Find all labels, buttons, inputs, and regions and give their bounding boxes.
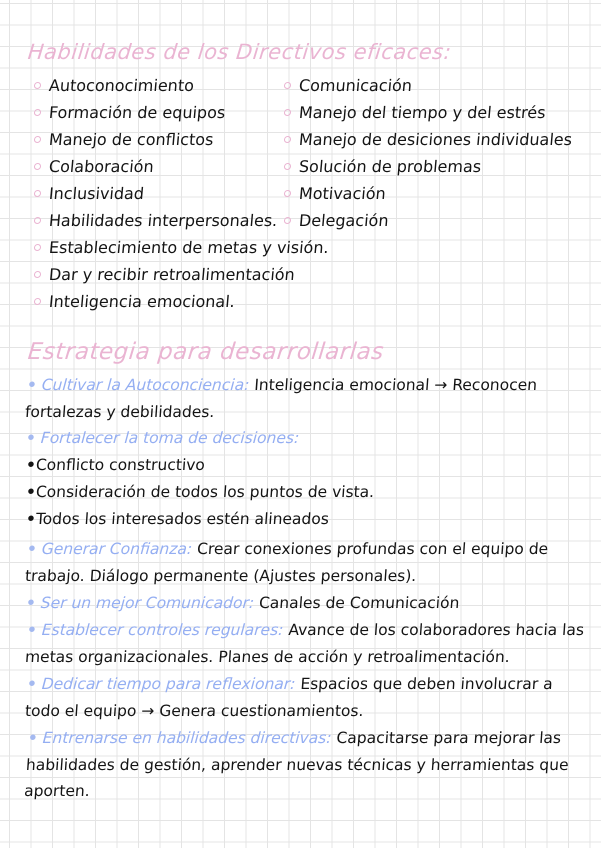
bullet-icon: [34, 298, 42, 305]
strategy-item: [24, 671, 588, 724]
skill-label: Autoconocimiento: [48, 76, 195, 95]
bullet-icon: [284, 109, 292, 116]
list-item: [33, 238, 329, 257]
strategy-text: Espacios que deben involucrar a todo el equipo → Genera cuestionamientos.: [24, 675, 554, 720]
strategy-item: [25, 479, 587, 506]
strategy-text: Avance de los colaboradores hacia las metas organizacionales. Planes de acción y retroalimentación.: [24, 621, 585, 666]
strategy-item: [24, 617, 588, 670]
bullet-icon: •: [26, 540, 38, 558]
bullet-icon: [34, 217, 42, 224]
list-item: [283, 157, 482, 176]
strategy-item: [24, 372, 588, 425]
list-item: [283, 76, 413, 95]
bullet-icon: •: [26, 675, 38, 693]
bullet-icon: •: [27, 729, 39, 747]
strategy-item: [25, 590, 587, 617]
list-item: [33, 184, 145, 203]
strategy-item: [25, 425, 587, 452]
strategy-text: Capacitarse para mejorar las habilidades de gestión, aprender nuevas técnicas y herramientas que aporten.: [23, 729, 570, 800]
bullet-icon: •: [25, 483, 37, 501]
strategy-heading: Cultivar la Autoconciencia:: [41, 376, 251, 394]
bullet-icon: [284, 217, 292, 224]
bullet-icon: •: [25, 594, 37, 612]
list-item: [33, 76, 195, 95]
strategy-item: [25, 506, 587, 533]
bullet-icon: [284, 82, 292, 89]
skill-label: Inteligencia emocional.: [48, 292, 236, 311]
list-item: [33, 130, 214, 149]
section-title-strategy: Estrategia para desarrollarlas: [26, 339, 386, 365]
skill-label: Colaboración: [48, 157, 155, 176]
strategy-text: Inteligencia emocional → Reconocen fortalezas y debilidades.: [24, 376, 538, 421]
skill-label: Habilidades interpersonales.: [48, 211, 279, 230]
strategy-heading: Generar Confianza:: [41, 540, 193, 558]
bullet-icon: [284, 136, 292, 143]
list-item: [283, 211, 389, 230]
skill-label: Delegación: [298, 211, 390, 230]
bullet-icon: [34, 190, 42, 197]
skill-label: Dar y recibir retroalimentación: [48, 265, 296, 284]
bullet-icon: •: [26, 621, 38, 639]
strategy-text: Conflicto constructivo: [35, 456, 206, 474]
strategy-item: [23, 725, 589, 805]
strategy-text: Todos los interesados estén alineados: [35, 510, 330, 528]
skill-label: Establecimiento de metas y visión.: [48, 238, 330, 257]
bullet-icon: [34, 136, 42, 143]
section-title-skills: Habilidades de los Directivos eficaces:: [26, 40, 453, 64]
strategy-heading: Establecer controles regulares:: [41, 621, 285, 639]
strategy-item: [24, 536, 588, 589]
strategy-heading: Ser un mejor Comunicador:: [40, 594, 255, 612]
bullet-icon: •: [25, 456, 37, 474]
skill-label: Formación de equipos: [48, 103, 227, 122]
list-item: [283, 130, 573, 149]
list-item: [33, 265, 295, 284]
strategy-heading: Entrenarse en habilidades directivas:: [42, 729, 333, 747]
strategy-text: Crear conexiones profundas con el equipo de trabajo. Diálogo permanente (Ajustes personales).: [24, 540, 549, 585]
bullet-icon: [34, 163, 42, 170]
skill-label: Manejo de desiciones individuales: [298, 130, 573, 149]
skill-label: Manejo del tiempo y del estrés: [298, 103, 547, 122]
skill-label: Inclusividad: [48, 184, 145, 203]
bullet-icon: [34, 271, 42, 278]
strategy-text: Consideración de todos los puntos de vista.: [35, 483, 375, 501]
bullet-icon: •: [25, 510, 37, 528]
bullet-icon: [284, 190, 292, 197]
list-item: [33, 103, 226, 122]
bullet-icon: [34, 109, 42, 116]
bullet-icon: •: [25, 429, 37, 447]
bullet-icon: •: [26, 376, 38, 394]
strategy-heading: Dedicar tiempo para reflexionar:: [41, 675, 297, 693]
skill-label: Comunicación: [298, 76, 413, 95]
bullet-icon: [34, 82, 42, 89]
bullet-icon: [284, 163, 292, 170]
list-item: [33, 292, 236, 311]
list-item: [283, 184, 386, 203]
skill-label: Motivación: [298, 184, 387, 203]
strategy-item: [25, 452, 587, 479]
list-item: [33, 157, 154, 176]
strategy-heading: Fortalecer la toma de decisiones:: [40, 429, 300, 447]
list-item: [33, 211, 278, 230]
list-item: [283, 103, 546, 122]
skill-label: Solución de problemas: [298, 157, 483, 176]
skill-label: Manejo de conflictos: [48, 130, 215, 149]
strategy-text: Canales de Comunicación: [253, 594, 461, 612]
bullet-icon: [34, 244, 42, 251]
